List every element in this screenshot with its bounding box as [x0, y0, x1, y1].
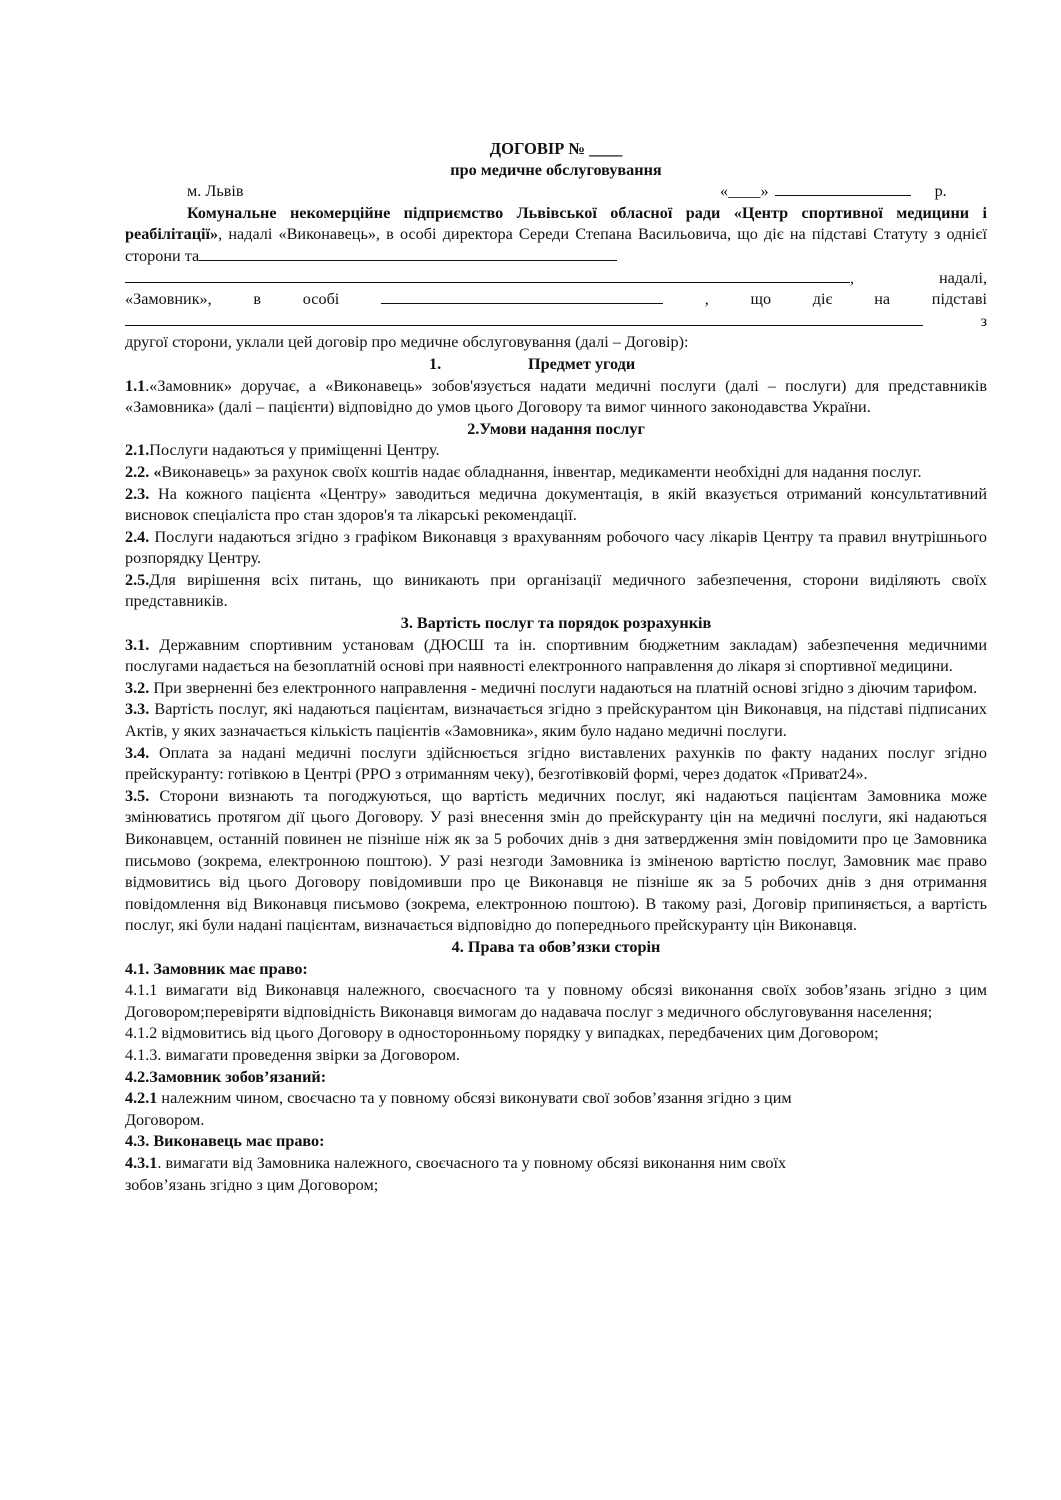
die-text: діє	[812, 290, 833, 309]
clause-4-1-1: 4.1.1 вимагати від Виконавця належного, своєчасного та у повному обсязі виконання своїх зобов’язань згідно з цим Договором;перевіряти відповідність Виконавця вимогам до надавача послуг з медичного обслуговування населення;	[125, 981, 987, 1021]
clause-4-1-3: 4.1.3. вимагати проведення звірки за Договором.	[125, 1045, 460, 1064]
clause-4-2-1-cont: Договором.	[125, 1110, 205, 1129]
z-text: з	[980, 311, 987, 330]
city: м. Львів	[187, 182, 244, 201]
clause-2-3	[125, 484, 987, 527]
date-year-suffix: р.	[934, 182, 947, 201]
clause-text: При зверненні без електронного направлення - медичні послуги надаються на платній основі згідно з діючим тарифом.	[149, 678, 978, 697]
clause-number: 2.1.	[125, 441, 150, 460]
party-name-line-2	[125, 268, 850, 283]
clause-number: 2.4.	[125, 527, 150, 546]
clause-3-5	[125, 786, 987, 937]
party-line-4	[125, 311, 987, 333]
clause-number: 3.4.	[125, 743, 150, 762]
representative-line	[381, 289, 663, 304]
na-text: на	[874, 290, 891, 309]
clause-text: Для вирішення всіх питань, що виникають при організації медичного забезпечення, сторони виділяють своїх представників.	[125, 570, 987, 611]
clause-text: . вимагати від Замовника належного, своєчасного та у повному обсязі виконання ним своїх	[157, 1153, 787, 1172]
v-text: в	[253, 290, 262, 309]
clause-number: 3.5.	[125, 786, 150, 805]
clause-4-3-1	[125, 1153, 987, 1175]
preamble-end: другої сторони, уклали цей договір про медичне обслуговування (далі – Договір):	[125, 333, 689, 352]
clause-4-3-1-cont: зобов’язань згідно з цим Договором;	[125, 1175, 379, 1194]
comma-2: ,	[704, 290, 709, 309]
clause-number: 4.2.1	[125, 1089, 158, 1108]
clause-3-4	[125, 743, 987, 786]
clause-3-1	[125, 635, 987, 678]
nadali-text: надалі,	[938, 268, 987, 287]
subsection-4-3-heading: 4.3. Виконавець має право:	[125, 1132, 325, 1151]
basis-document-line	[125, 311, 923, 326]
clause-1-1	[125, 376, 987, 419]
party-line-3	[125, 289, 987, 311]
party-name-line-2-wrap	[125, 268, 854, 290]
clause-text: Державним спортивним установам (ДЮСШ та ін. спортивним бюджетним закладам) забезпечення медичними послугами надається на безоплатній основі при наявності електронного направлення до лікаря зі спортивної медицини.	[125, 635, 987, 676]
org-name: Комунальне некомерційне підприємство Львівської обласної ради «Центр спортивної медицини і реабілітації»	[125, 203, 987, 244]
clause-text: Послуги надаються у приміщенні Центру.	[149, 441, 440, 460]
section-1-heading	[125, 354, 987, 376]
clause-text: На кожного пацієнта «Центру» заводиться медична документація, в якій вказується отриманий консультативний висновок спеціаліста про стан здоров'я та лікарські рекомендації.	[125, 484, 987, 525]
clause-number: 2.5.	[125, 570, 150, 589]
clause-3-3	[125, 699, 987, 742]
clause-text: Сторони визнають та погоджуються, що вартість медичних послуг, які надаються пацієнтам Замовника може змінюватись протягом дії цього Договору. У разі внесення змін до прейскуранту цін на медичні послуги, які надаються Виконавцем, останній повинен не пізніше ніж як за 5 робочих днів з дня затвердження змін повідомити про це Замовника письмово (зокрема, електронною поштою). У разі незгоди Замовника із зміненою вартістю послуг, Замовник має право відмовитись від цього Договору повідомивши про це Виконавця не пізніше як за 5 робочих днів з дня отримання повідомлення від Виконавця письмово (зокрема, електронною поштою). В такому разі, Договір припиняється, а вартість послуг, які були надані пацієнтам, визначається відповідно до попереднього прейскуранту цін Виконавця.	[125, 786, 987, 935]
date-day-field: «____»	[720, 182, 769, 201]
section-1-number: 1.	[429, 354, 442, 373]
contract-subtitle: про медичне обслуговування	[450, 160, 662, 179]
city-date-line	[125, 181, 987, 203]
subsection-4-2-heading: 4.2.Замовник зобов’язаний:	[125, 1067, 327, 1086]
section-2-heading: 2.Умови надання послуг	[467, 419, 645, 438]
section-1-title: Предмет угоди	[528, 354, 636, 373]
clause-text: Послуги надаються згідно з графіком Виконавця з врахуванням робочого часу лікарів Центру та правил внутрішнього розпорядку Центру.	[125, 527, 987, 568]
section-3-heading: 3. Вартість послуг та порядок розрахунків	[400, 614, 712, 633]
contract-title: ДОГОВІР № ____	[489, 139, 623, 158]
clause-text: належним чином, своєчасно та у повному обсязі виконувати свої зобов’язання згідно з цим	[157, 1089, 792, 1108]
clause-2-2	[125, 462, 987, 484]
clause-3-2	[125, 678, 987, 700]
preamble-text: , надалі «Виконавець», в особі директора Середи Степана Васильовича, що діє на підставі Статуту з однієї сторони та	[125, 225, 987, 265]
subsection-4-1-heading: 4.1. Замовник має право:	[125, 959, 308, 978]
contract-page	[125, 132, 987, 1196]
date-month-line	[775, 181, 911, 196]
clause-2-4	[125, 527, 987, 570]
clause-text: .«Замовник» доручає, а «Виконавець» зобов'язується надати медичні послуги (далі – послуги) для представників «Замовника» (далі – пацієнти) відповідно до умов цього Договору та вимог чинного законодавства України.	[125, 376, 987, 417]
comma: ,	[850, 268, 855, 287]
party-name-line-1	[199, 246, 617, 261]
shcho-text: що	[750, 290, 772, 309]
zamovnyk-text: «Замовник»,	[125, 290, 212, 309]
section-4-heading: 4. Права та обов’язки сторін	[451, 937, 661, 956]
clause-text: Вартість послуг, які надаються пацієнтам, визначається згідно з прейскурантом цін Виконавця, на підставі підписаних Актів, у яких зазначається кількість пацієнтів «Замовника», яким було надано медичні послуги.	[125, 700, 987, 741]
clause-number: 3.2.	[125, 678, 150, 697]
clause-2-1	[125, 440, 987, 462]
clause-number: 1.1	[125, 376, 146, 395]
clause-text: Оплата за надані медичні послуги здійснюється згідно виставлених рахунків по факту наданих послуг згідно прейскуранту: готівкою в Центрі (РРО з отриманням чеку), безготівковій формі, через додаток «Приват24».	[125, 743, 987, 784]
clause-number: 2.2. «	[125, 462, 162, 481]
osobi-text: особі	[302, 290, 340, 309]
clause-number: 4.3.1	[125, 1153, 158, 1172]
preamble-paragraph	[125, 203, 987, 268]
clause-number: 3.1.	[125, 635, 150, 654]
clause-4-1-2: 4.1.2 відмовитись від цього Договору в односторонньому порядку у випадках, передбачених цим Договором;	[125, 1024, 879, 1043]
clause-number: 2.3.	[125, 484, 150, 503]
clause-2-5	[125, 570, 987, 613]
clause-4-2-1	[125, 1088, 987, 1110]
pidstavi-text: підставі	[931, 290, 987, 309]
clause-number: 3.3.	[125, 700, 150, 719]
clause-text: Виконавець» за рахунок своїх коштів надає обладнання, інвентар, медикаменти необхідні для надання послуг.	[161, 462, 922, 481]
party-line-2	[125, 268, 987, 290]
